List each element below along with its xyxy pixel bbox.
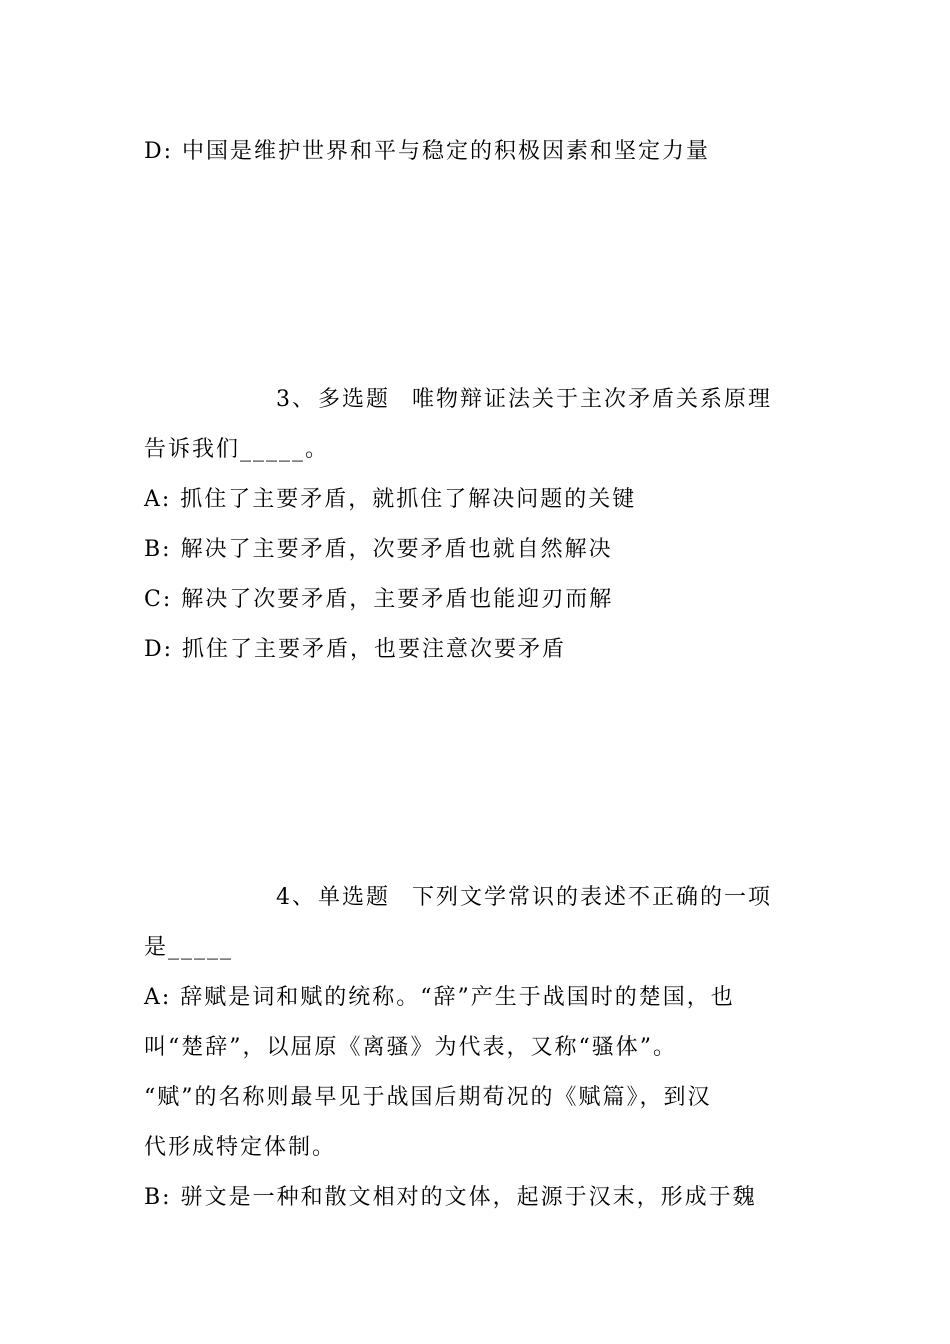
q4-header bbox=[276, 884, 772, 912]
q4-stem-line1: 下列文学常识的表述不正确的一项 bbox=[412, 885, 773, 910]
q3-header bbox=[276, 386, 772, 414]
q4-stem-line2: 是_____ bbox=[144, 935, 234, 960]
q4-option-a-line3: “赋”的名称则最早见于战国后期荀况的《赋篇》，到汉 bbox=[144, 1085, 712, 1110]
q3-type: 多选题 bbox=[318, 387, 391, 412]
q3-option-d: D: 抓住了主要矛盾，也要注意次要矛盾 bbox=[144, 637, 567, 662]
q4-option-b-line1: B: 骈文是一种和散文相对的文体，起源于汉末，形成于魏 bbox=[144, 1185, 757, 1210]
q3-number: 3、 bbox=[276, 387, 316, 412]
q3-option-c: C: 解决了次要矛盾，主要矛盾也能迎刃而解 bbox=[144, 587, 614, 612]
q4-type: 单选题 bbox=[318, 885, 391, 910]
q2-option-d: D: 中国是维护世界和平与稳定的积极因素和坚定力量 bbox=[144, 139, 711, 164]
q3-stem-line2: 告诉我们_____。 bbox=[144, 437, 330, 462]
q4-number: 4、 bbox=[276, 885, 316, 910]
q4-option-a-line1: A: 辞赋是词和赋的统称。“辞”产生于战国时的楚国，也 bbox=[144, 985, 735, 1010]
q3-option-a: A: 抓住了主要矛盾，就抓住了解决问题的关键 bbox=[144, 487, 637, 512]
q3-option-b: B: 解决了主要矛盾，次要矛盾也就自然解决 bbox=[144, 537, 613, 562]
q4-option-a-line2: 叫“楚辞”，以屈原《离骚》为代表，又称“骚体”。 bbox=[144, 1035, 677, 1060]
q4-option-a-line4: 代形成特定体制。 bbox=[144, 1135, 337, 1160]
q3-stem-line1: 唯物辩证法关于主次矛盾关系原理 bbox=[412, 387, 773, 412]
